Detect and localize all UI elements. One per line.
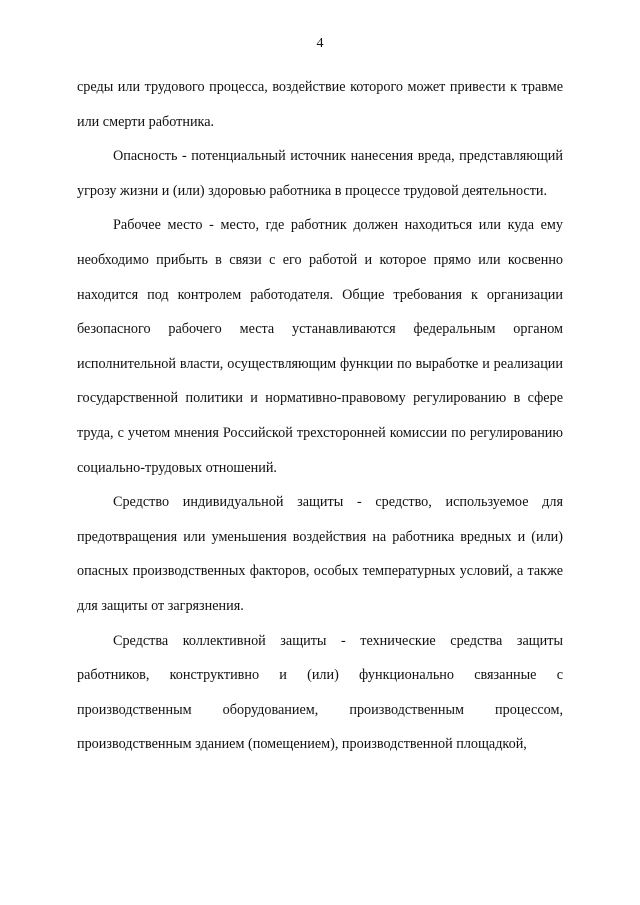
page-number: 4 [316, 36, 324, 51]
paragraph-collective-protection: Средства коллективной защиты - технические средства защиты работников, конструктивно и (или) функционально связанные с производственным оборудованием, производственным процессом, производственным зданием (помещением), производственной площадкой, [77, 632, 563, 753]
paragraph-workplace-definition: Рабочее место - место, где работник должен находиться или куда ему необходимо прибыть в связи с его работой и которое прямо или косвенно находится под контролем работодателя. Общие требования к организации безопасного рабочего места устанавливаются федеральным органом исполнительной власти, осуществляющим функции по выработке и реализации государственной политики и нормативно-правовому регулированию в сфере труда, с учетом мнения Российской трехсторонней комиссии по регулированию социально-трудовых отношений. [77, 217, 563, 476]
paragraph-personal-protective-equipment: Средство индивидуальной защиты - средство, используемое для предотвращения или уменьшения воздействия на работника вредных и (или) опасных производственных факторов, особых температурных условий, а также для защиты от загрязнения. [77, 494, 563, 614]
paragraph-hazard-definition: Опасность - потенциальный источник нанесения вреда, представляющий угрозу жизни и (или) здоровью работника в процессе трудовой деятельности. [77, 148, 563, 199]
paragraph-continuation: среды или трудового процесса, воздействие которого может привести к травме или смерти работника. [77, 79, 563, 130]
document-body [77, 70, 563, 762]
